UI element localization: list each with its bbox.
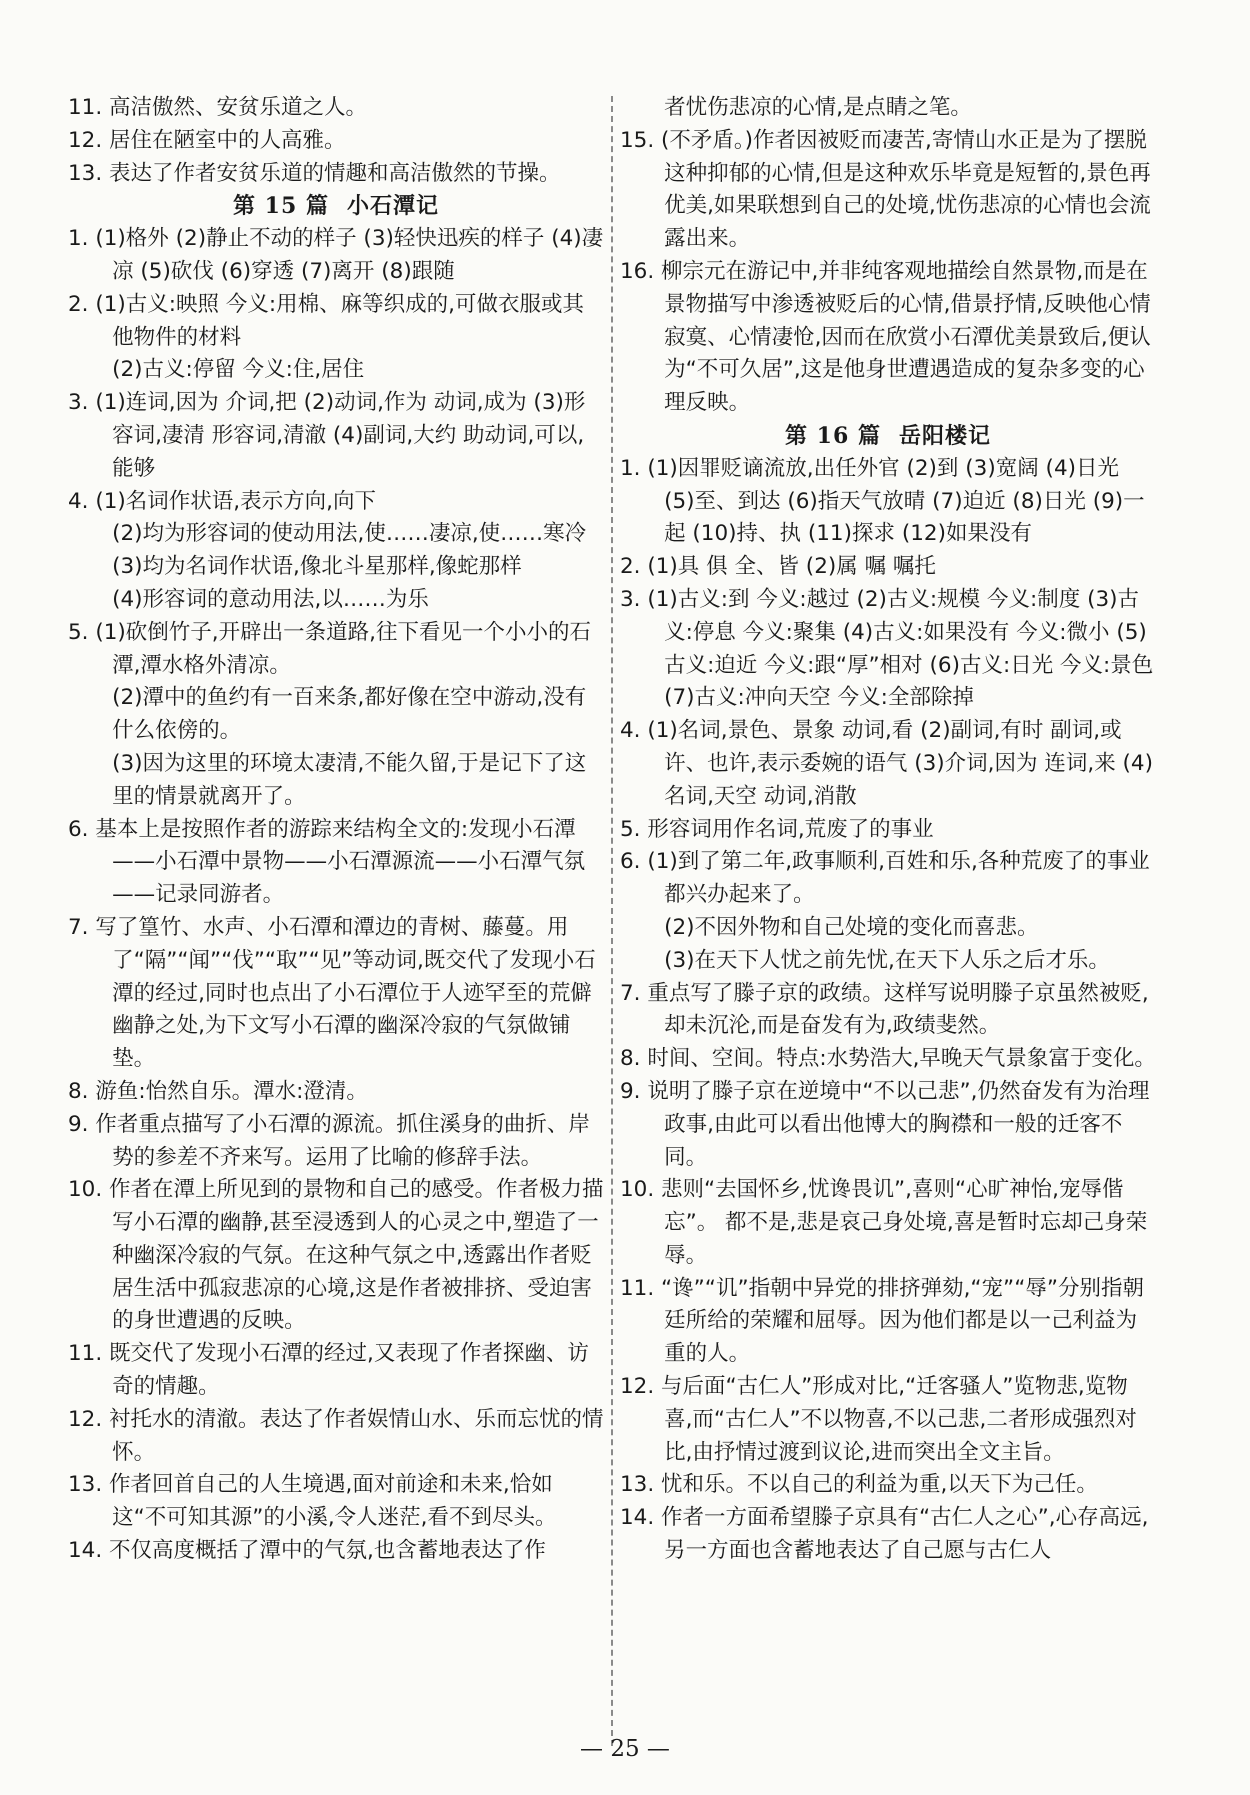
answer-subitem: (2)古义:停留 今义:住,居住	[112, 357, 365, 383]
section-title: 岳阳楼记	[898, 422, 991, 449]
answer-item: 1. (1)因罪贬谪流放,出任外官 (2)到 (3)宽阔 (4)日光 (5)至、到达 (6)指天气放晴 (7)迫近 (8)日光 (9)一起 (10)持、执 (11)探求 (12)如果没有	[620, 455, 1145, 547]
answer-item: 10. 悲则“去国怀乡,忧谗畏讥”,喜则“心旷神怡,宠辱偕忘”。 都不是,悲是哀己身处境,喜是暂时忘却己身荣辱。	[620, 1177, 1148, 1268]
answer-subitem: (2)不因外物和自己处境的变化而喜悲。	[664, 914, 1039, 940]
section-number: 第 16 篇	[785, 422, 881, 449]
answer-subitem: (2)均为形容词的使动用法,使……凄凉,使……寒冷	[112, 521, 587, 547]
answer-subitem: (2)潭中的鱼约有一百来条,都好像在空中游动,没有什么依傍的。	[112, 685, 587, 744]
answer-item: 12. 居住在陋室中的人高雅。	[68, 127, 346, 153]
answer-item: 3. (1)连词,因为 介词,把 (2)动词,作为 动词,成为 (3)形容词,凄清 形容词,清澈 (4)副词,大约 助动词,可以,能够	[68, 390, 586, 481]
answer-item: 13. 作者回首自己的人生境遇,面对前途和未来,恰如这“不可知其源”的小溪,令人迷茫,看不到尽头。	[68, 1472, 557, 1531]
answer-item: 6. 基本上是按照作者的游踪来结构全文的:发现小石潭——小石潭中景物——小石潭源流——小石潭气氛——记录同游者。	[68, 816, 586, 908]
section-heading	[68, 190, 604, 223]
answer-item: 15. (不矛盾。)作者因被贬而凄苦,寄情山水正是为了摆脱这种抑郁的心情,但是这种欢乐毕竟是短暂的,景色再优美,如果联想到自己的处境,忧伤悲凉的心情也会流露出来。	[620, 127, 1151, 252]
answer-item: 9. 作者重点描写了小石潭的源流。抓住溪身的曲折、岸势的参差不齐来写。运用了比喻的修辞手法。	[68, 1111, 590, 1170]
answer-item: 11. 高洁傲然、安贫乐道之人。	[68, 95, 368, 120]
answer-item: 13. 表达了作者安贫乐道的情趣和高洁傲然的节操。	[68, 160, 561, 186]
answer-subitem: (4)形容词的意动用法,以……为乐	[112, 586, 429, 612]
answer-item: 9. 说明了滕子京在逆境中“不以己悲”,仍然奋发有为治理政事,由此可以看出他博大的胸襟和一般的迁客不同。	[620, 1078, 1150, 1170]
answer-item: 4. (1)名词,景色、景象 动词,看 (2)副词,有时 副词,或许、也许,表示委婉的语气 (3)介词,因为 连词,来 (4)名词,天空 动词,消散	[620, 718, 1153, 809]
answer-item: 2. (1)具 俱 全、皆 (2)属 嘱 嘱托	[620, 554, 936, 580]
answer-subitem: 者忧伤悲凉的心情,是点睛之笔。	[664, 95, 972, 120]
left-column	[68, 92, 604, 1568]
page-number: — 25 —	[580, 1736, 670, 1762]
answer-item: 13. 忧和乐。不以自己的利益为重,以天下为己任。	[620, 1472, 1098, 1498]
answer-item: 11. “谗”“讥”指朝中异党的排挤弹劾,“宠”“辱”分别指朝廷所给的荣耀和屈辱。因为他们都是以一己利益为重的人。	[620, 1275, 1144, 1367]
answer-item: 12. 衬托水的清澈。表达了作者娱情山水、乐而忘忧的情怀。	[68, 1406, 604, 1465]
answer-item: 14. 作者一方面希望滕子京具有“古仁人之心”,心存高远,另一方面也含蓄地表达了自己愿与古仁人	[620, 1505, 1149, 1564]
answer-item: 7. 写了篁竹、水声、小石潭和潭边的青树、藤蔓。用了“隔”“闻”“伐”“取”“见”等动词,既交代了发现小石潭的经过,同时也点出了小石潭位于人迹罕至的荒僻幽静之处,为下文写小石潭的幽深冷寂的气氛做铺垫。	[68, 914, 596, 1072]
answer-item: 5. 形容词用作名词,荒废了的事业	[620, 816, 934, 842]
answer-item: 8. 时间、空间。特点:水势浩大,早晚天气景象富于变化。	[620, 1046, 1156, 1072]
answer-item: 1. (1)格外 (2)静止不动的样子 (3)轻快迅疾的样子 (4)凄凉 (5)砍伐 (6)穿透 (7)离开 (8)跟随	[68, 226, 604, 284]
answer-item: 11. 既交代了发现小石潭的经过,又表现了作者探幽、访奇的情趣。	[68, 1341, 589, 1400]
answer-item: 4. (1)名词作状语,表示方向,向下	[68, 488, 376, 514]
section-heading	[620, 420, 1156, 453]
answer-subitem: (3)因为这里的环境太凄清,不能久留,于是记下了这里的情景就离开了。	[112, 750, 587, 809]
section-number: 第 15 篇	[233, 193, 329, 220]
answer-item: 3. (1)古义:到 今义:越过 (2)古义:规模 今义:制度 (3)古义:停息 今义:聚集 (4)古义:如果没有 今义:微小 (5)古义:迫近 今义:跟“厚”相对 (6)古义:日光 今义:景色 (7)古义:冲向天空 今义:全部除掉	[620, 586, 1154, 711]
answer-item: 5. (1)砍倒竹子,开辟出一条道路,往下看见一个小小的石潭,潭水格外清凉。	[68, 619, 591, 678]
answer-item: 16. 柳宗元在游记中,并非纯客观地描绘自然景物,而是在景物描写中渗透被贬后的心情,借景抒情,反映他心情寂寞、心情凄怆,因而在欣赏小石潭优美景致后,便认为“不可久居”,这是他身世遭遇造成的复杂多变的心理反映。	[620, 258, 1151, 416]
answer-subitem: (3)均为名词作状语,像北斗星那样,像蛇那样	[112, 554, 522, 580]
column-divider	[611, 96, 613, 1746]
answer-item: 8. 游鱼:怡然自乐。潭水:澄清。	[68, 1078, 368, 1104]
answer-item: 12. 与后面“古仁人”形成对比,“迁客骚人”览物悲,览物喜,而“古仁人”不以物喜,不以己悲,二者形成强烈对比,由抒情过渡到议论,进而突出全文主旨。	[620, 1374, 1137, 1465]
answer-item: 7. 重点写了滕子京的政绩。这样写说明滕子京虽然被贬,却未沉沦,而是奋发有为,政绩斐然。	[620, 980, 1149, 1039]
answer-item: 14. 不仅高度概括了潭中的气氛,也含蓄地表达了作	[68, 1538, 546, 1564]
answer-item: 6. (1)到了第二年,政事顺利,百姓和乐,各种荒废了的事业都兴办起来了。	[620, 849, 1150, 908]
answer-item: 10. 作者在潭上所见到的景物和自己的感受。作者极力描写小石潭的幽静,甚至浸透到人的心灵之中,塑造了一种幽深冷寂的气氛。在这种气氛之中,透露出作者贬居生活中孤寂悲凉的心境,这是作者被排挤、受迫害的身世遭遇的反映。	[68, 1177, 604, 1334]
answer-subitem: (3)在天下人忧之前先忧,在天下人乐之后才乐。	[664, 947, 1110, 973]
right-column	[620, 92, 1156, 1568]
answer-item: 2. (1)古义:映照 今义:用棉、麻等织成的,可做衣服或其他物件的材料	[68, 291, 584, 350]
section-title: 小石潭记	[346, 193, 439, 220]
